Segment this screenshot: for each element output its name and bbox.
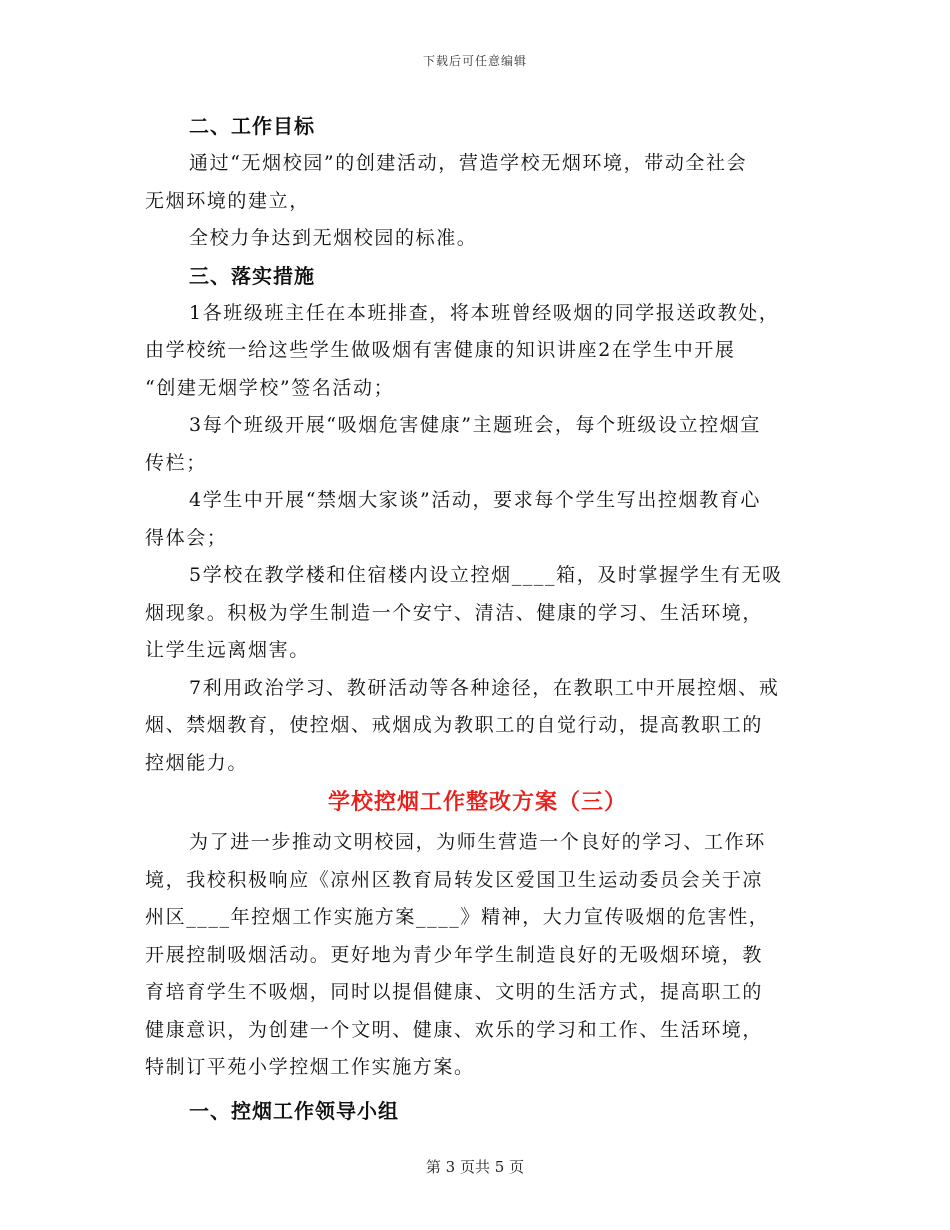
- text-line: 3每个班级开展“吸烟危害健康”主题班会，每个班级设立控烟宣: [189, 414, 761, 436]
- text-line: 通过“无烟校园”的创建活动，营造学校无烟环境，带动全社会: [189, 152, 748, 174]
- text-line: 全校力争达到无烟校园的标准。: [189, 227, 478, 249]
- text-line: 由学校统一给这些学生做吸烟有害健康的知识讲座2在学生中开展: [145, 339, 736, 361]
- text-line: 4学生中开展“禁烟大家谈”活动，要求每个学生写出控烟教育心: [189, 489, 761, 511]
- text-line: 州区____年控烟工作实施方案____》精神，大力宣传吸烟的危害性，: [145, 906, 770, 928]
- page-footer: 第 3 页共 5 页: [425, 1158, 525, 1176]
- text-line: 传栏；: [145, 451, 207, 474]
- paragraph: [145, 220, 810, 258]
- text-line: 烟现象。积极为学生制造一个安宁、清洁、健康的学习、生活环境，: [145, 601, 764, 624]
- paragraph: [145, 557, 810, 670]
- section-heading-leadership: 一、控烟工作领导小组: [189, 1098, 399, 1123]
- text-line: 1各班级班主任在本班排查，将本班曾经吸烟的同学报送政教处，: [189, 301, 780, 324]
- text-line: 特制订平苑小学控烟工作实施方案。: [145, 1056, 475, 1078]
- text-line: 烟、禁烟教育，使控烟、戒烟成为教职工的自觉行动，提高教职工的: [145, 714, 764, 736]
- text-line: 无烟环境的建立，: [145, 189, 310, 212]
- paragraph: [145, 295, 810, 408]
- paragraph: [145, 145, 810, 220]
- text-line: 得体会；: [145, 526, 228, 549]
- section-heading-goals: 二、工作目标: [189, 114, 315, 138]
- text-line: 7利用政治学习、教研活动等各种途径，在教职工中开展控烟、戒: [189, 676, 780, 699]
- header-note: 下载后可任意编辑: [422, 54, 527, 68]
- document-title: 学校控烟工作整改方案（三）: [327, 790, 627, 815]
- section-heading-measures: 三、落实措施: [189, 263, 315, 288]
- paragraph: [145, 407, 810, 482]
- text-line: 5学校在教学楼和住宿楼内设立控烟____箱，及时掌握学生有无吸: [189, 564, 783, 586]
- text-line: 健康意识，为创建一个文明、健康、欢乐的学习和工作、生活环境，: [145, 1018, 764, 1041]
- paragraph: [145, 670, 810, 783]
- text-line: “创建无烟学校”签名活动；: [145, 376, 395, 399]
- text-line: 控烟能力。: [145, 751, 249, 774]
- text-line: 为了进一步推动文明校园，为师生营造一个良好的学习、工作环: [189, 831, 766, 853]
- paragraph: [145, 482, 810, 557]
- document-body: [145, 108, 810, 1130]
- text-line: 境，我校积极响应《凉州区教育局转发区爱国卫生运动委员会关于凉: [145, 868, 764, 891]
- intro-paragraph: [145, 824, 810, 1087]
- text-line: 让学生远离烟害。: [145, 639, 310, 661]
- text-line: 育培育学生不吸烟，同时以提倡健康、文明的生活方式，提高职工的: [145, 981, 764, 1003]
- text-line: 开展控制吸烟活动。更好地为青少年学生制造良好的无吸烟环境，教: [145, 943, 764, 966]
